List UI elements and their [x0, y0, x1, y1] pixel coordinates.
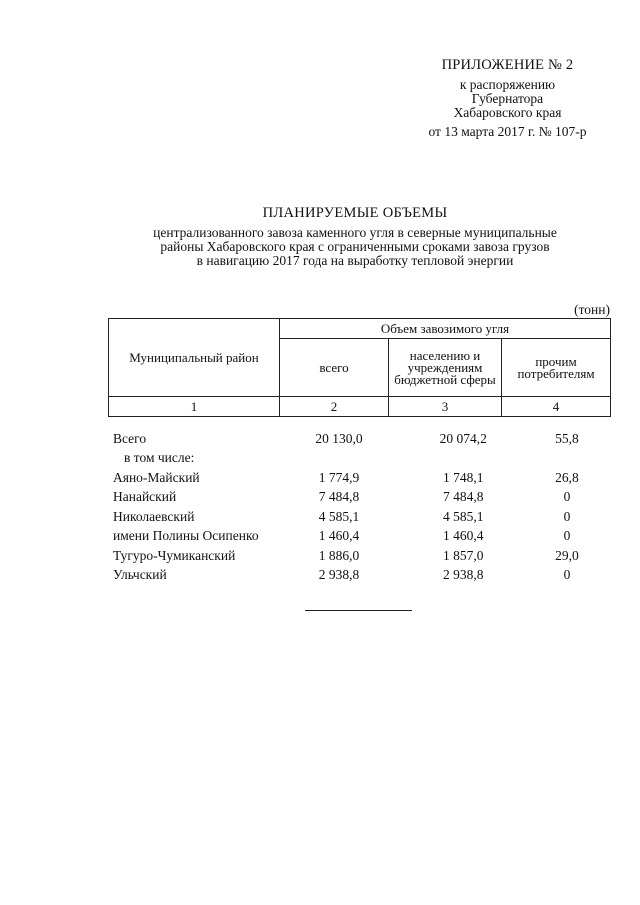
- row-other: 0: [563, 508, 571, 524]
- appendix-line-3: Хабаровского края: [453, 105, 562, 120]
- header-population: населению и учреждениям бюджетной сферы: [389, 339, 502, 397]
- row-other: 0: [563, 528, 571, 544]
- row-name: Всего: [113, 430, 147, 446]
- appendix-line-1: к распоряжению: [459, 77, 556, 92]
- column-number-1: 1: [109, 397, 280, 417]
- appendix-line-2: Губернатора: [471, 91, 544, 106]
- row-population: 1 460,4: [443, 528, 484, 544]
- row-other: 0: [563, 567, 571, 583]
- row-population: 2 938,8: [443, 567, 484, 583]
- table-row-including: [113, 449, 610, 469]
- row-total: 7 484,8: [318, 489, 360, 505]
- appendix-date: от 13 марта 2017 г. № 107-р: [428, 124, 587, 139]
- document-heading: [100, 206, 610, 268]
- header-district: Муниципальный район: [109, 319, 280, 397]
- row-total: 1 886,0: [318, 547, 360, 563]
- row-total: 4 585,1: [318, 508, 360, 524]
- column-number-3: 3: [389, 397, 502, 417]
- end-rule: [305, 610, 412, 611]
- document-subtitle-line-1: централизованного завоза каменного угля в северные муниципальные: [153, 225, 557, 240]
- row-total: 2 938,8: [318, 567, 360, 583]
- table-body: [113, 429, 610, 585]
- table-row: [113, 527, 610, 547]
- appendix-header: [400, 58, 615, 139]
- row-total: 1 774,9: [318, 469, 360, 485]
- table-header: [108, 318, 611, 417]
- table-row: [113, 507, 610, 527]
- row-population: 1 857,0: [443, 547, 484, 563]
- document-subtitle-line-3: в навигацию 2017 года на выработку тепловой энергии: [196, 253, 514, 268]
- row-name: Аяно-Майский: [113, 469, 200, 485]
- table-row: [113, 566, 610, 586]
- row-population: 20 074,2: [439, 430, 487, 446]
- header-coal-volume: Объем завозимого угля: [280, 319, 611, 339]
- row-population: 1 748,1: [443, 469, 484, 485]
- row-population: 4 585,1: [443, 508, 484, 524]
- header-total: всего: [280, 339, 389, 397]
- header-other-consumers: прочим потребителям: [502, 339, 611, 397]
- row-total: 20 130,0: [315, 430, 363, 446]
- document-title: ПЛАНИРУЕМЫЕ ОБЪЕМЫ: [262, 205, 448, 221]
- row-name: Николаевский: [113, 508, 195, 524]
- row-name: Нанайский: [113, 489, 177, 505]
- row-other: 55,8: [555, 430, 579, 446]
- row-name: Тугуро-Чумиканский: [113, 547, 236, 563]
- row-other: 0: [563, 489, 571, 505]
- document-subtitle-line-2: районы Хабаровского края с ограниченными сроками завоза грузов: [160, 239, 550, 254]
- table-row: [113, 488, 610, 508]
- table-row: [113, 546, 610, 566]
- table-row-total: [113, 429, 610, 449]
- row-name: Ульчский: [113, 567, 167, 583]
- row-other: 26,8: [555, 469, 579, 485]
- row-name: в том числе:: [124, 450, 195, 466]
- column-number-4: 4: [502, 397, 611, 417]
- column-number-2: 2: [280, 397, 389, 417]
- row-other: 29,0: [555, 547, 579, 563]
- appendix-title: ПРИЛОЖЕНИЕ № 2: [441, 57, 574, 73]
- row-population: 7 484,8: [443, 489, 484, 505]
- row-name: имени Полины Осипенко: [113, 528, 259, 544]
- row-total: 1 460,4: [318, 528, 360, 544]
- table-row: [113, 468, 610, 488]
- units-label: (тонн): [574, 302, 610, 317]
